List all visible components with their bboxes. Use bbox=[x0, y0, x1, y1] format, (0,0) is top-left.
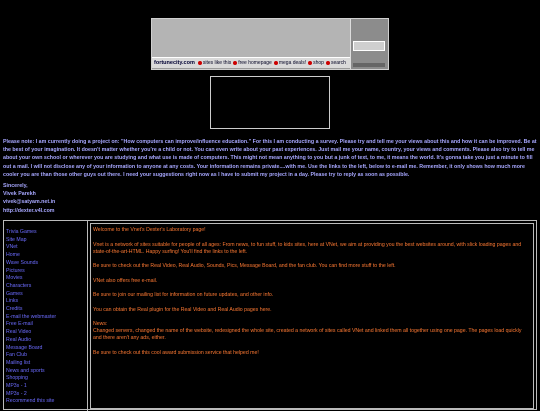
nav-link[interactable]: Real Audio bbox=[6, 336, 32, 343]
nav-link[interactable]: Real Video bbox=[6, 329, 32, 336]
banner-link-mega-deals[interactable]: mega deals! bbox=[274, 60, 308, 66]
content-paragraph: VNet also offers free e-mail. bbox=[93, 277, 158, 284]
bullet-icon bbox=[326, 61, 330, 65]
banner-ad-area[interactable] bbox=[152, 19, 350, 57]
nav-link[interactable]: Home bbox=[6, 252, 20, 259]
signature bbox=[3, 182, 55, 215]
signature-email[interactable]: vivek@satyam.net.in bbox=[3, 199, 56, 206]
nav-link[interactable]: News and sports bbox=[6, 367, 45, 374]
banner-brand[interactable]: fortunecity.com bbox=[154, 60, 195, 66]
nav-link[interactable]: Message Board bbox=[6, 344, 43, 351]
signature-url[interactable]: http://dexter.v4l.com bbox=[3, 207, 55, 214]
nav-link[interactable]: Movies bbox=[6, 275, 23, 282]
fortunecity-banner bbox=[151, 18, 389, 70]
content-paragraph: News: Changed servers, changed the name of the website, redesigned the whole site, created a network of sites called VNet and linked them all together using one page. The pages load quickly and there aren't any ads, either. bbox=[93, 321, 522, 341]
left-nav-column bbox=[4, 221, 88, 411]
nav-link-list bbox=[6, 229, 56, 406]
nav-link[interactable]: Recommend this site bbox=[6, 398, 55, 405]
banner-search-button[interactable] bbox=[353, 63, 385, 67]
content-box bbox=[90, 223, 534, 409]
content-paragraph: You can obtain the Real plugin for the Real Video and Real Audio pages here. bbox=[93, 306, 272, 313]
nav-link[interactable]: VNet bbox=[6, 244, 18, 251]
bullet-icon bbox=[233, 61, 237, 65]
nav-link[interactable]: Trivia Games bbox=[6, 229, 37, 235]
bullet-icon bbox=[198, 61, 202, 65]
content-column bbox=[88, 221, 536, 411]
nav-link[interactable]: Mailing list bbox=[6, 359, 31, 366]
signature-closing: Sincerely, bbox=[3, 183, 28, 189]
nav-link[interactable]: Characters bbox=[6, 282, 32, 289]
banner-navbar bbox=[152, 57, 350, 68]
nav-link[interactable]: Links bbox=[6, 298, 19, 305]
nav-link[interactable]: Shopping bbox=[6, 375, 28, 382]
banner-search-input[interactable] bbox=[353, 41, 385, 51]
content-paragraph: Be sure to join our mailing list for information on future updates, and other info. bbox=[93, 292, 274, 298]
banner-link-shop[interactable]: shop bbox=[308, 60, 326, 66]
banner-link-free-homepage[interactable]: free homepage bbox=[233, 60, 274, 66]
nav-link[interactable]: Pictures bbox=[6, 267, 25, 274]
bullet-icon bbox=[274, 61, 278, 65]
banner-link-sites-like-this[interactable]: sites like this bbox=[198, 60, 233, 66]
nav-link[interactable]: Credits bbox=[6, 306, 23, 313]
nav-link[interactable]: E-mail the webmaster bbox=[6, 313, 57, 320]
nav-link[interactable]: Fan Club bbox=[6, 352, 28, 359]
nav-link[interactable]: MP3s - 2 bbox=[6, 390, 27, 397]
content-paragraph: Vnet is a network of sites suitable for people of all ages: From news, to fun stuff, to kids sites, here at VNet, we aim at providing you the best websites around, with slick loading pages and state-of-the-art-HTML. Happy surfing! You'll find the links to the left. bbox=[93, 241, 522, 255]
nav-link[interactable]: Site Map bbox=[6, 236, 27, 243]
signature-name: Vivek Parekh bbox=[3, 191, 36, 198]
banner-search-panel bbox=[350, 19, 388, 69]
content-paragraph: Be sure to check out this cool award submission service that helped me! bbox=[93, 349, 259, 356]
survey-note: Please note: I am currently doing a project on: "How computers can improve/influence education." For this I am conducting a survey. Please try and tell me your views about this and how it can be improved. Be at the best of your imagination. It doesn't matter whether you're a child or not. You can even write about your past experiences. Just mail me your name, country, your views and comments. Please also try to tell me about your own school or wherever you are studying and what use is made of computers. This might not mean anything to you but a junk of text, to me, it means the world. It's gonna take you just a minute to fill out a mail. I will not disclose any of your information to anyone at any costs. Your information remains private....with me. Use the links to the left, below to e-mail me. Remember, it only shows how much more cooler you are than those other guys out there. I need your suggestions right now as I have to submit my project in a day. Please try to reply as soon as possible. bbox=[3, 139, 537, 178]
ad-placeholder[interactable] bbox=[210, 76, 330, 129]
nav-link[interactable]: MP3s - 1 bbox=[6, 383, 27, 390]
content-paragraph: Be sure to check out the Real Video, Real Audio, Sounds, Pics, Message Board, and the fan club. You can find more stuff to the left. bbox=[93, 263, 396, 269]
nav-link[interactable]: Free E-mail bbox=[6, 321, 33, 328]
main-layout-table bbox=[3, 220, 537, 410]
bullet-icon bbox=[308, 61, 312, 65]
nav-link[interactable]: Games bbox=[6, 290, 23, 297]
content-paragraph: Welcome to the Vnet's Dexter's Laboratory page! bbox=[93, 227, 206, 233]
banner-link-search[interactable]: search bbox=[326, 60, 348, 66]
nav-link[interactable]: Wave Sounds bbox=[6, 259, 39, 266]
